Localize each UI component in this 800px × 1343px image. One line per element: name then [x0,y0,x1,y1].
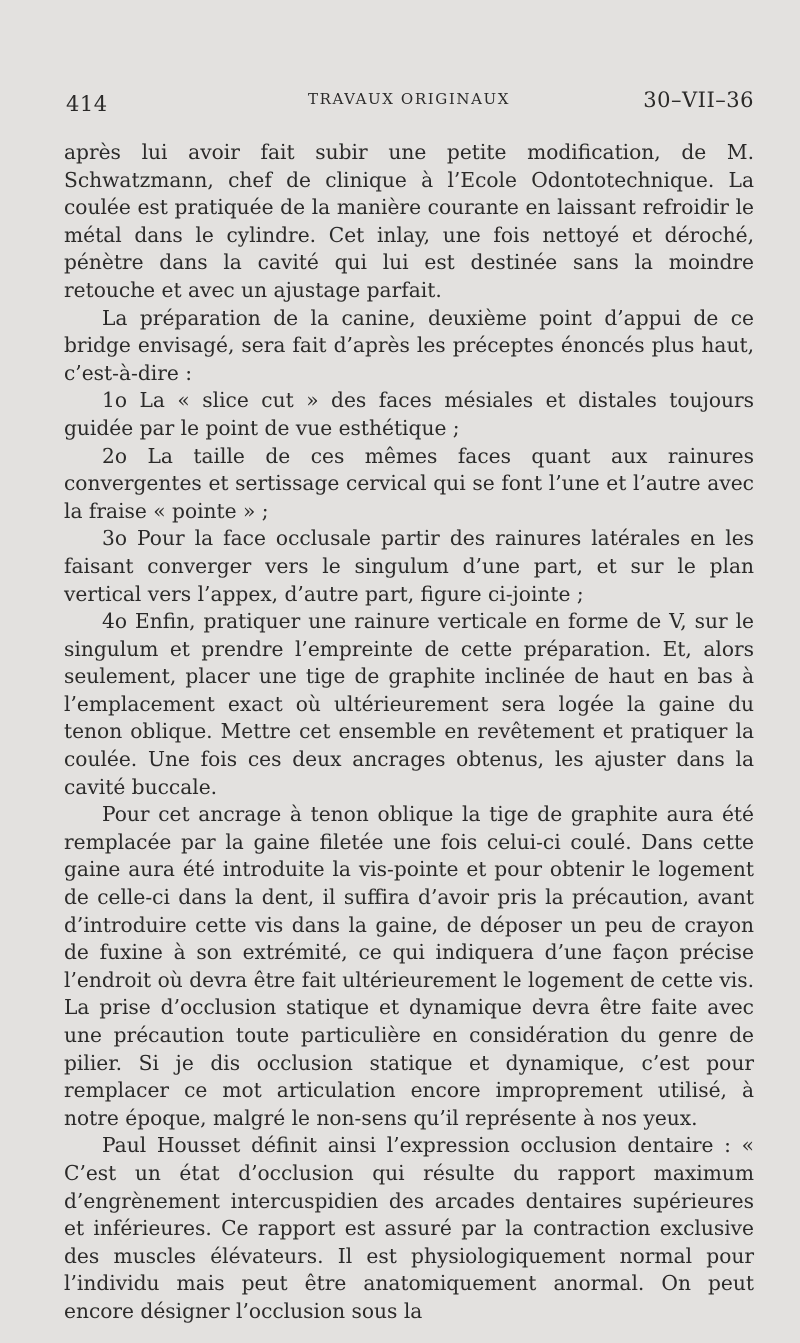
paragraph-housset-definition: Paul Housset définit ainsi l’expression occlusion dentaire : « C’est un état d’occlusion qui résulte du rapport maximum d’engrènement intercuspidien des arcades dentaires supérieures et inférieures. Ce rapport est assuré par la contraction exclusive des muscles élévateurs. Il est physiologiquement normal pour l’individu mais peut être anatomiquement anormal. On peut encore désigner l’occlusion sous la [64,1133,754,1323]
body-text [64,139,754,1326]
list-item-4: 4o Enfin, pratiquer une rainure verticale en forme de V, sur le singulum et prendre l’empreinte de cette préparation. Et, alors seulement, placer une tige de graphite inclinée de haut en bas à l’emplacement exact où ultérieurement sera logée la gaine du tenon oblique. Mettre cet ensemble en revêtement et pratiquer la coulée. Une fois ces deux ancrages obtenus, les ajuster dans la cavité buccale. [64,609,754,799]
paragraph-oblique-anchor: Pour cet ancrage à tenon oblique la tige de graphite aura été remplacée par la gaine filetée une fois celui-ci coulé. Dans cette gaine aura été introduite la vis-pointe et pour obtenir le logement de celle-ci dans la dent, il suffira d’avoir pris la précaution, avant d’introduire cette vis dans la gaine, de déposer un peu de crayon de fuxine à son extrémité, ce qui indiquera d’une façon précise l’endroit où devra être fait ultérieurement le logement de cette vis. La prise d’occlusion statique et dynamique devra être faite avec une précaution toute particulière en considération du genre de pilier. Si je dis occlusion statique et dynamique, c’est pour remplacer ce mot articulation encore improprement utilisé, à notre époque, malgré le non-sens qu’il représente à nos yeux. [64,802,754,1130]
list-item-3: 3o Pour la face occlusale partir des rainures latérales en les faisant converger vers le singulum d’une part, et sur le plan vertical vers l’appex, d’autre part, figure ci-jointe ; [64,526,754,606]
list-item-2: 2o La taille de ces mêmes faces quant aux rainures convergentes et sertissage cervical qui se font l’une et l’autre avec la fraise « pointe » ; [64,443,754,523]
list-item-1: 1o La « slice cut » des faces mésiales et distales toujours guidée par le point de vue esthétique ; [64,388,754,440]
running-header [64,84,754,114]
running-title: TRAVAUX ORIGINAUX [308,90,511,108]
issue-date: 30–VII–36 [643,88,754,112]
paragraph-canine-preparation: La préparation de la canine, deuxième point d’appui de ce bridge envisagé, sera fait d’après les préceptes énoncés plus haut, c’est-à-dire : [64,305,754,385]
paragraph-continuation: après lui avoir fait subir une petite modification, de M. Schwatzmann, chef de clinique à l’Ecole Odontotechnique. La coulée est pratiquée de la manière courante en laissant refroidir le métal dans le cylindre. Cet inlay, une fois nettoyé et déroché, pénètre dans la cavité qui lui est destinée sans la moindre retouche et avec un ajustage parfait. [64,140,754,302]
page-number: 414 [66,92,108,116]
